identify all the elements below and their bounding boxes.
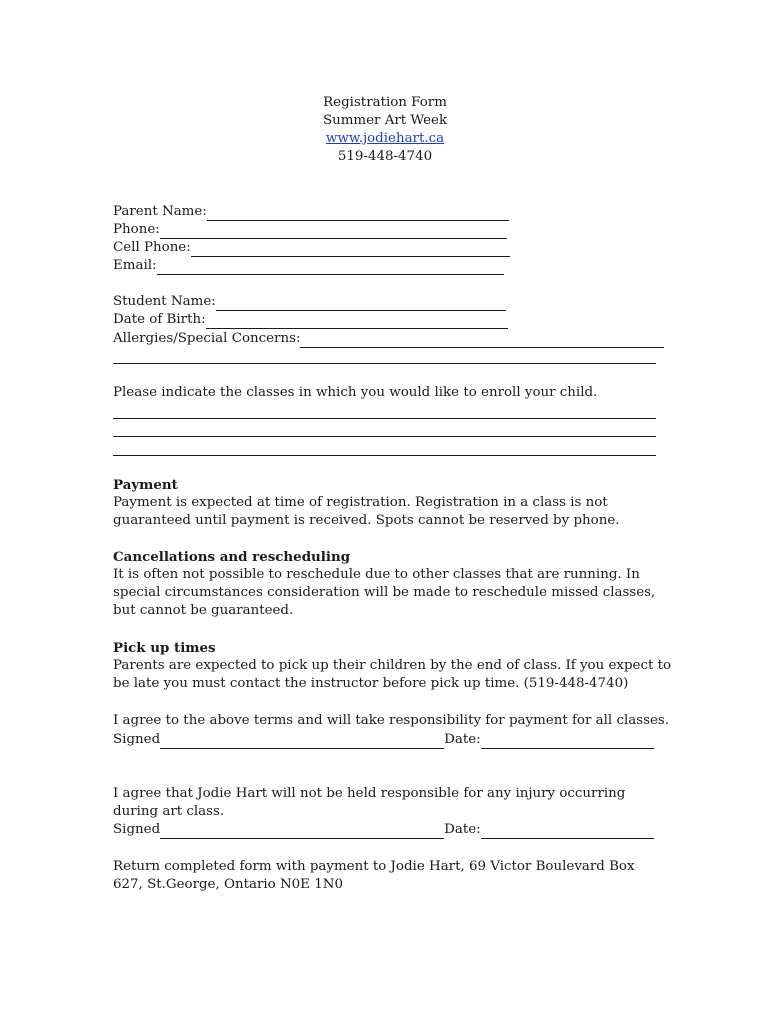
cell-phone-field[interactable] (191, 242, 510, 257)
agreement2-text: I agree that Jodie Hart will not be held responsible for any injury occurring during art class. (113, 786, 626, 819)
phone-row (113, 221, 507, 239)
agreement1-date-field[interactable] (481, 734, 654, 749)
agreement2-date-label: Date: (444, 822, 481, 837)
agreement1-signature-field[interactable] (160, 734, 444, 749)
agreement2-section (113, 785, 673, 821)
email-label: Email: (113, 258, 157, 273)
agreement2-date-field[interactable] (481, 824, 654, 839)
allergies-extra-line[interactable] (113, 363, 656, 364)
payment-text: Payment is expected at time of registration. Registration in a class is not guaranteed until payment is received. Spots cannot be reserved by phone. (113, 495, 620, 528)
cell-phone-row (113, 239, 510, 257)
header-phone: 519-448-4740 (337, 149, 433, 164)
agreement1-text: I agree to the above terms and will take responsibility for payment for all classes. (113, 713, 670, 728)
student-name-row (113, 293, 506, 311)
allergies-row (113, 330, 664, 348)
classes-prompt: Please indicate the classes in which you would like to enroll your child. (113, 385, 598, 400)
phone-label: Phone: (113, 222, 160, 237)
cell-phone-label: Cell Phone: (113, 240, 191, 255)
pickup-text: Parents are expected to pick up their children by the end of class. If you expect to be late you must contact the instructor before pick up time. (519-448-4740) (113, 658, 672, 691)
allergies-field[interactable] (300, 333, 664, 348)
form-title: Registration Form (323, 95, 447, 110)
cancellations-section (113, 548, 673, 620)
student-name-label: Student Name: (113, 294, 216, 309)
date-of-birth-label: Date of Birth: (113, 312, 206, 327)
parent-name-label: Parent Name: (113, 204, 207, 219)
form-header (0, 94, 770, 166)
pickup-heading: Pick up times (113, 640, 216, 656)
parent-name-row (113, 203, 509, 221)
agreement1-date-label: Date: (444, 732, 481, 747)
cancellations-heading: Cancellations and rescheduling (113, 549, 351, 565)
return-note: Return completed form with payment to Jodie Hart, 69 Victor Boulevard Box 627, St.George, Ontario N0E 1N0 (113, 859, 635, 892)
payment-section (113, 476, 673, 530)
cancellations-text: It is often not possible to reschedule due to other classes that are running. In special circumstances consideration will be made to reschedule missed classes, but cannot be guaranteed. (113, 567, 656, 618)
agreement2-signature-row (113, 821, 654, 839)
email-row (113, 257, 504, 275)
agreement1-signature-row (113, 731, 654, 749)
agreement1-signed-label: Signed (113, 732, 161, 747)
agreement2-signed-label: Signed (113, 822, 161, 837)
payment-heading: Payment (113, 477, 178, 493)
classes-line-3[interactable] (113, 455, 656, 456)
website-link[interactable]: www.jodiehart.ca (325, 131, 445, 146)
parent-name-field[interactable] (207, 206, 509, 221)
student-name-field[interactable] (216, 296, 506, 311)
pickup-section (113, 639, 673, 693)
email-field[interactable] (157, 260, 504, 275)
classes-line-1[interactable] (113, 418, 656, 419)
classes-line-2[interactable] (113, 436, 656, 437)
form-subtitle: Summer Art Week (322, 113, 448, 128)
phone-field[interactable] (160, 224, 507, 239)
allergies-label: Allergies/Special Concerns: (113, 331, 301, 346)
date-of-birth-field[interactable] (206, 314, 508, 329)
agreement2-signature-field[interactable] (160, 824, 444, 839)
date-of-birth-row (113, 311, 508, 329)
